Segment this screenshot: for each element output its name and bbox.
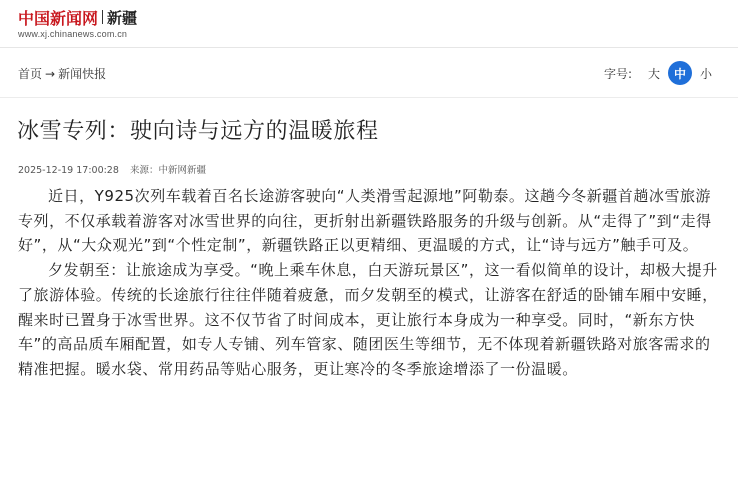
site-header — [18, 6, 137, 42]
font-size-small-button[interactable]: 小 — [699, 66, 712, 81]
breadcrumb — [18, 65, 106, 82]
header-divider — [0, 47, 738, 48]
article-body — [18, 184, 723, 382]
font-size-large-button[interactable]: 大 — [647, 66, 660, 81]
breadcrumb-arrow: → — [45, 66, 56, 81]
article-paragraph: 近日，Y925次列车载着百名长途游客驶向“人类滑雪起源地”阿勒泰。这趟今冬新疆首趟冰雪旅游专列，不仅承载着游客对冰雪世界的向往，更折射出新疆铁路服务的升级与创新。从“走得了”到“走得好”，从“大众观光”到“个性定制”，新疆铁路正以更精细、更温暖的方式，让“诗与远方”触手可及。 — [18, 187, 712, 255]
article-source: 来源：中新网新疆 — [129, 165, 206, 176]
font-size-switcher — [604, 61, 718, 85]
font-size-label: 字号: — [603, 66, 632, 81]
article-paragraph: 夕发朝至：让旅途成为享受。“晚上乘车休息，白天游玩景区”，这一看似简单的设计，却极大提升了旅游体验。传统的长途旅行往往伴随着疲惫，而夕发朝至的模式，让游客在舒适的卧铺车厢中安睡，醒来时已置身于冰雪世界。这不仅节省了时间成本，更让旅行本身成为一种享受。同时，“新东方快车”的高品质车厢配置，如专人专铺、列车管家、随团医生等细节，无不体现着新疆铁路对旅客需求的精准把握。暖水袋、常用药品等贴心服务，更让寒冷的冬季旅途增添了一份温暖。 — [18, 261, 718, 378]
logo-region: 新疆 — [107, 8, 138, 27]
article-datetime: 2025-12-19 17:00:28 — [18, 165, 119, 176]
article-title: 冰雪专列：驶向诗与远方的温暖旅程 — [17, 119, 379, 144]
breadcrumb-section-link[interactable]: 新闻快报 — [58, 67, 107, 81]
site-url: www.xj.chinanews.com.cn — [18, 29, 128, 39]
site-logo[interactable] — [18, 6, 137, 28]
nav-divider — [0, 97, 738, 98]
logo-separator — [102, 10, 103, 24]
article-meta — [18, 162, 214, 176]
breadcrumb-home-link[interactable]: 首页 — [18, 67, 43, 81]
logo-text: 中国新闻网 — [18, 8, 99, 28]
font-size-medium-button[interactable]: 中 — [668, 61, 692, 85]
